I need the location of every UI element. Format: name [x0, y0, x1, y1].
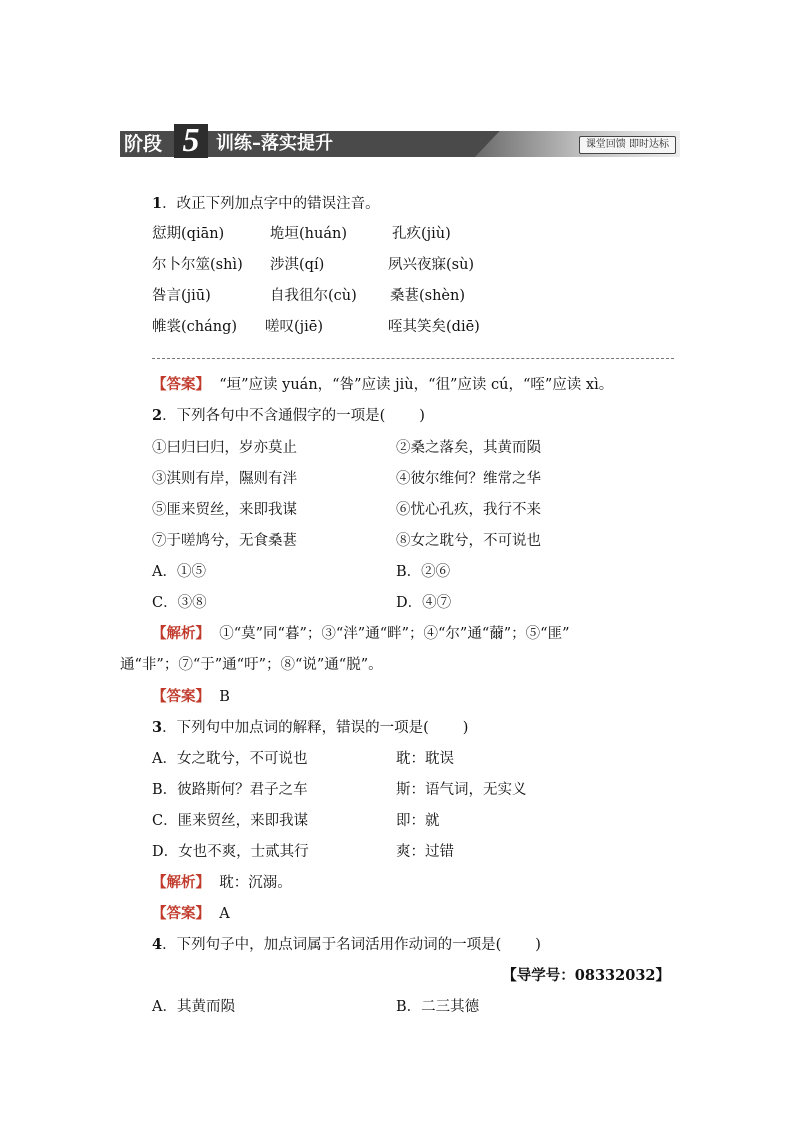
q2-analysis-text-1: ①“莫”同“暮”；③“泮”通“畔”；④“尔”通“薾”；⑤“匪”: [219, 626, 570, 642]
q2-option-b: B．②⑥: [396, 564, 451, 580]
q3-stem-end: ): [462, 720, 469, 736]
q4-option-a: A．其黄而陨: [152, 999, 235, 1015]
q2-item: ⑤匪来贸丝，来即我谋: [152, 502, 297, 518]
q1-item: 咥其笑矣(diē): [388, 319, 480, 335]
q4-option-b: B．二三其德: [396, 999, 480, 1015]
q4-stem-text: ．下列句子中，加点词属于名词活用作动词的一项是(: [162, 937, 502, 953]
q1-answer: [152, 373, 613, 394]
q2-item: ⑥忧心孔疚，我行不来: [396, 502, 541, 518]
q3-option-d: D．女也不爽，士贰其行: [152, 844, 309, 860]
q2-option-d: D．④⑦: [396, 595, 452, 611]
answer-label: 【答案】: [152, 688, 210, 705]
q4-reference-number: 【导学号：08332032】: [502, 967, 670, 984]
q2-analysis: [152, 622, 570, 643]
q1-item: 尔卜尔筮(shì): [152, 257, 243, 273]
q3-stem-text: ．下列句中加点词的解释，错误的一项是(: [162, 720, 429, 736]
q2-answer: [152, 685, 230, 706]
q1-item: 夙兴夜寐(sù): [388, 257, 475, 273]
q2-number: 2: [152, 407, 163, 424]
answer-label: 【答案】: [152, 905, 210, 922]
dashed-divider: [152, 358, 674, 359]
banner-tag: 课堂回馈 即时达标: [579, 136, 676, 154]
q2-item: ④彼尔维何？维常之华: [396, 471, 541, 487]
q2-item: ①曰归曰归，岁亦莫止: [152, 440, 297, 456]
q1-item: 嗟叹(jiē): [265, 319, 324, 335]
q3-option-c-gloss: 即：就: [396, 813, 440, 829]
q3-number: 3: [152, 719, 163, 736]
q1-stem-text: ．改正下列加点字中的错误注音。: [162, 196, 380, 212]
q3-option-d-gloss: 爽：过错: [396, 844, 454, 860]
q3-option-a-gloss: 耽：耽误: [396, 751, 454, 767]
stage-label: 阶段: [124, 133, 163, 155]
q2-item: ③淇则有岸，隰则有泮: [152, 471, 297, 487]
q3-option-c: C．匪来贸丝，来即我谋: [152, 813, 309, 829]
section-banner: [120, 122, 680, 159]
q1-item: 愆期(qiān): [152, 226, 225, 242]
q3-analysis-text: 耽：沉溺。: [219, 875, 292, 891]
q2-option-a: A．①⑤: [152, 564, 206, 580]
q2-item: ②桑之落矣，其黄而陨: [396, 440, 541, 456]
q3-option-b: B．彼路斯何？君子之车: [152, 782, 308, 798]
q1-item: 帷裳(cháng): [152, 319, 238, 335]
q1-answer-text: “垣”应读 yuán，“咎”应读 jiù，“徂”应读 cú，“咥”应读 xì。: [219, 377, 614, 393]
q4-stem: [152, 933, 541, 954]
q4-number: 4: [152, 936, 163, 953]
q3-stem: [152, 716, 468, 737]
analysis-label: 【解析】: [152, 874, 210, 891]
q1-item: 自我徂尔(cù): [270, 288, 357, 304]
q2-option-c: C．③⑧: [152, 595, 207, 611]
q1-item: 咎言(jiū): [152, 288, 211, 304]
q3-option-a: A．女之耽兮，不可说也: [152, 751, 308, 767]
banner-title: 训练–落实提升: [216, 133, 333, 154]
q1-number: 1: [152, 195, 163, 212]
q2-stem-text: ．下列各句中不含通假字的一项是(: [162, 408, 386, 424]
q2-item: ⑧女之耽兮，不可说也: [396, 533, 541, 549]
q4-stem-end: ): [535, 937, 541, 953]
analysis-label: 【解析】: [152, 625, 210, 642]
q2-item: ⑦于嗟鸠兮，无食桑葚: [152, 533, 297, 549]
q1-item: 垝垣(huán): [270, 226, 347, 242]
q2-stem: [152, 404, 425, 425]
q3-analysis: [152, 871, 292, 892]
q3-answer-text: A: [219, 906, 230, 922]
q3-answer: [152, 902, 230, 923]
answer-label: 【答案】: [152, 376, 210, 393]
q3-option-b-gloss: 斯：语气词，无实义: [396, 782, 527, 798]
q2-analysis-cont: 通“非”；⑦“于”通“吁”；⑧“说”通“脱”。: [120, 657, 383, 673]
q2-stem-end: ): [419, 408, 425, 424]
stage-number: 5: [174, 124, 208, 158]
q1-item: 桑葚(shèn): [390, 288, 466, 304]
q1-stem: [152, 192, 380, 213]
q2-answer-text: B: [219, 689, 230, 705]
q1-item: 涉淇(qí): [270, 257, 325, 273]
q1-item: 孔疚(jiù): [392, 226, 451, 242]
